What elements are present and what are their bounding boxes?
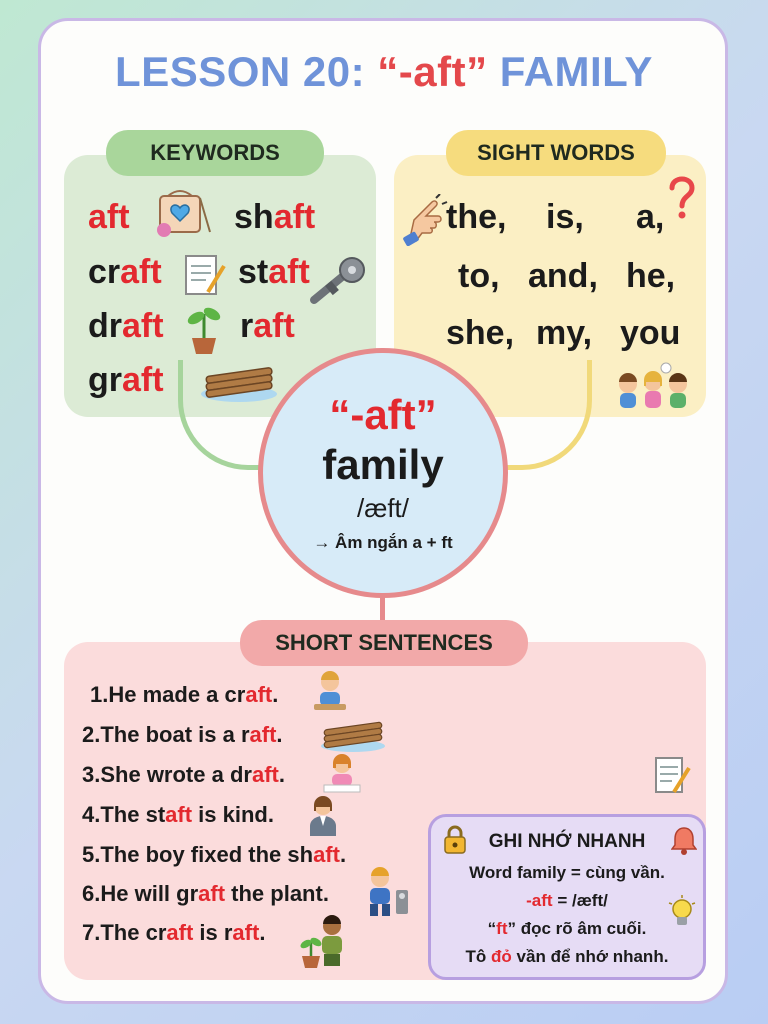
keywords-label: KEYWORDS	[106, 130, 324, 176]
memo-line-2: -aft = /æft/	[526, 891, 608, 910]
keyword-raft: raft	[240, 307, 295, 345]
page-title: LESSON 20: “-aft” FAMILY	[115, 48, 653, 95]
bell-icon	[671, 825, 697, 855]
sentence-1: 1.He made a craft.	[90, 682, 279, 707]
sight-word-he: he,	[626, 257, 676, 295]
boy-fixing-icon	[364, 866, 412, 918]
sight-word-the: the,	[446, 198, 507, 236]
family-word: family	[322, 441, 444, 488]
keyword-staft: staft	[238, 253, 310, 291]
sight-word-and: and,	[528, 257, 598, 295]
sentences-connector	[380, 596, 385, 622]
sight-words-label: SIGHT WORDS	[446, 130, 666, 176]
staff-person-icon	[304, 794, 342, 838]
sight-word-you: you	[620, 314, 681, 352]
family-ipa: /æft/	[356, 493, 409, 523]
boy-planting-icon	[298, 912, 352, 970]
sentence-7: 7.The craft is raft.	[82, 920, 266, 945]
family-rime: “-aft”	[329, 391, 437, 438]
keyword-shaft: shaft	[234, 198, 316, 236]
boy-crafting-icon	[312, 670, 348, 712]
memo-title: GHI NHỚ NHANH	[488, 831, 646, 852]
kids-talking-icon	[612, 362, 694, 410]
sentence-2: 2.The boat is a raft.	[82, 722, 283, 747]
sight-word-to: to,	[458, 257, 500, 295]
notepad-icon	[182, 252, 228, 298]
short-sentences-label: SHORT SENTENCES	[240, 620, 528, 666]
sentence-5: 5.The boy fixed the shaft.	[82, 842, 347, 867]
sentence-3: 3.She wrote a draft.	[82, 762, 285, 787]
keyword-graft: graft	[88, 361, 164, 399]
keyword-craft: craft	[88, 253, 162, 291]
keyword-draft: draft	[88, 307, 164, 345]
gear-shaft-icon	[308, 256, 370, 308]
memo-line-4: Tô đỏ vần để nhớ nhanh.	[465, 947, 669, 966]
question-mark-icon	[666, 176, 696, 220]
raft-icon	[318, 718, 388, 754]
sight-word-she: she,	[446, 314, 515, 352]
family-note: → Âm ngắn a + ft	[313, 533, 453, 552]
memo-line-1: Word family = cùng vần.	[469, 863, 665, 882]
sight-word-is: is,	[546, 198, 584, 236]
sentence-4: 4.The staft is kind.	[82, 802, 274, 827]
quick-memo-box	[428, 814, 706, 980]
sentence-6: 6.He will graft the plant.	[82, 881, 329, 906]
sight-word-a: a,	[636, 198, 665, 236]
keyword-aft: aft	[88, 198, 130, 236]
sprout-icon	[184, 302, 224, 356]
notepad-icon	[652, 754, 692, 798]
pointing-hand-icon	[402, 194, 448, 246]
girl-writing-icon	[322, 752, 362, 794]
memo-line-3: “ft” đọc rõ âm cuối.	[487, 919, 647, 938]
lightbulb-icon	[667, 895, 697, 931]
sewing-kit-icon	[150, 186, 214, 242]
sight-word-my: my,	[536, 314, 593, 352]
family-circle	[258, 348, 508, 598]
